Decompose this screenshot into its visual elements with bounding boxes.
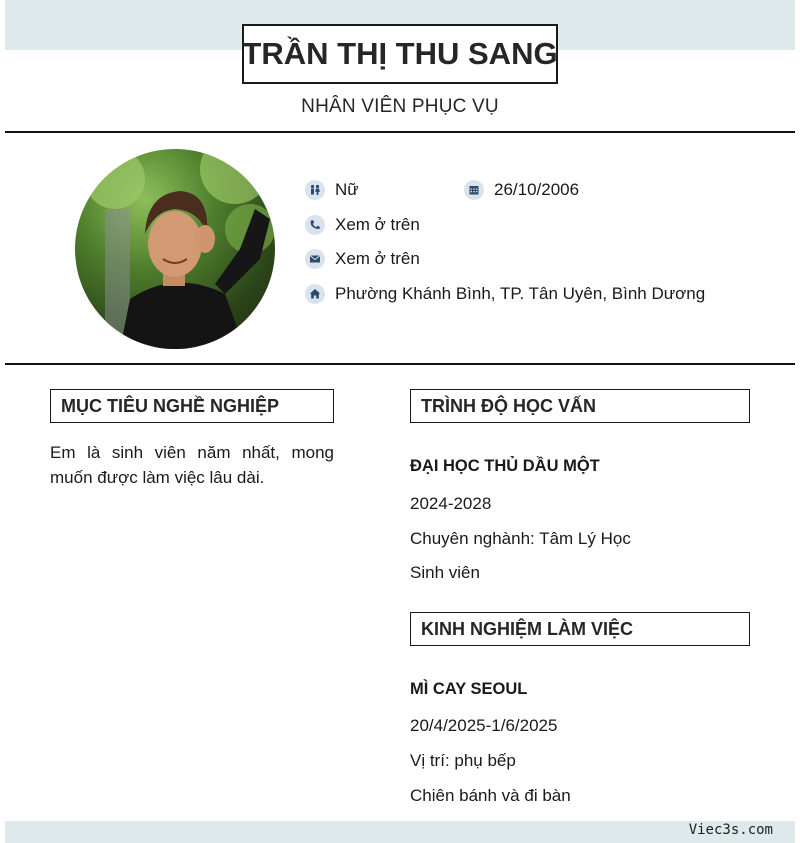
- divider: [5, 363, 795, 365]
- gender-icon: [305, 180, 325, 200]
- phone-icon: [305, 215, 325, 235]
- divider: [5, 131, 795, 133]
- experience-heading: KINH NGHIỆM LÀM VIỆC: [410, 612, 750, 646]
- profile-photo: [75, 149, 275, 349]
- email-row: [305, 249, 420, 269]
- education-period: 2024-2028: [410, 494, 492, 513]
- candidate-name: TRẦN THỊ THU SANG: [242, 24, 558, 84]
- education-status: Sinh viên: [410, 563, 480, 582]
- birthday-row: [464, 180, 579, 200]
- objective-heading: MỤC TIÊU NGHỀ NGHIỆP: [50, 389, 334, 423]
- objective-text: Em là sinh viên năm nhất, mong muốn được làm việc lâu dài.: [50, 443, 334, 487]
- education-major: Chuyên nghành: Tâm Lý Học: [410, 529, 631, 548]
- footer-brand[interactable]: Viec3s.com: [688, 822, 773, 838]
- home-icon: [305, 284, 325, 304]
- email-value: Xem ở trên: [335, 249, 420, 268]
- gender-row: [305, 180, 359, 200]
- experience-description: Chiên bánh và đi bàn: [410, 786, 571, 805]
- experience-position: Vị trí: phụ bếp: [410, 751, 516, 770]
- address-value: Phường Khánh Bình, TP. Tân Uyên, Bình Dương: [335, 284, 706, 303]
- email-icon: [305, 249, 325, 269]
- education-school: ĐẠI HỌC THỦ DẦU MỘT: [410, 457, 600, 475]
- phone-row: [305, 215, 420, 235]
- experience-period: 20/4/2025-1/6/2025: [410, 716, 558, 735]
- phone-value: Xem ở trên: [335, 215, 420, 234]
- job-title: NHÂN VIÊN PHỤC VỤ: [301, 96, 499, 117]
- education-heading: TRÌNH ĐỘ HỌC VẤN: [410, 389, 750, 423]
- birthday-value: 26/10/2006: [494, 180, 580, 199]
- gender-value: Nữ: [335, 180, 359, 199]
- experience-company: MÌ CAY SEOUL: [410, 680, 528, 698]
- footer-band: [5, 821, 795, 843]
- calendar-icon: [464, 180, 484, 200]
- address-row: [305, 284, 705, 304]
- profile-photo-illustration: [75, 149, 275, 349]
